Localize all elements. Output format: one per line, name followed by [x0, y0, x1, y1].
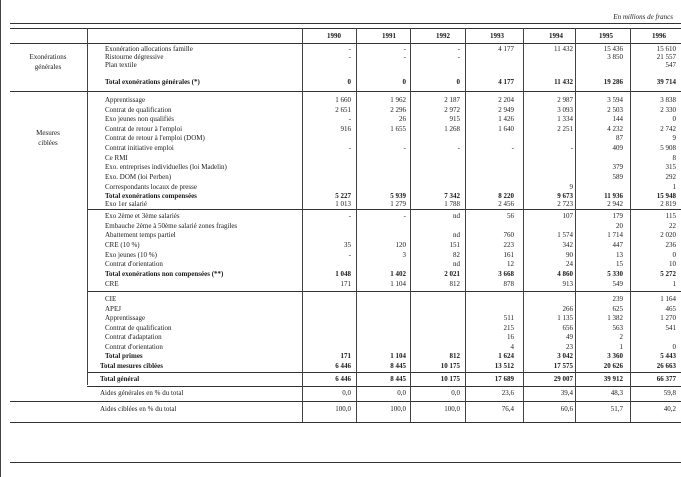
rule-line	[10, 23, 681, 24]
cell-value: 115	[665, 212, 676, 220]
cell-value: 4 232	[607, 125, 623, 133]
cell-value: nd	[453, 260, 460, 268]
cell-value: 3 360	[607, 352, 623, 360]
cell-value: -	[511, 144, 514, 152]
cell-value: 12	[507, 260, 514, 268]
cell-value: 2 972	[444, 106, 460, 114]
cell-value: 10 175	[440, 375, 460, 383]
cell-value: -	[403, 53, 406, 61]
rule-line	[10, 462, 681, 463]
row-label: Exo jeunes non qualifiés	[105, 115, 175, 123]
group-label-line: générales	[34, 63, 62, 71]
row-label: CRE (10 %)	[105, 241, 140, 249]
row-label: Contrat d'orientation	[105, 260, 163, 268]
cell-value: 2 020	[660, 231, 676, 239]
row-label: Correspondants locaux de presse	[105, 183, 197, 191]
cell-value: 0	[456, 78, 460, 86]
cell-value: 179	[612, 212, 623, 220]
cell-value: 342	[562, 241, 573, 249]
cell-value: 0,0	[397, 389, 406, 397]
cell-value: 1 270	[660, 314, 676, 322]
cell-value: 1 655	[390, 125, 406, 133]
row-label: Exo 1er salarié	[105, 200, 147, 208]
cell-value: 2	[619, 333, 623, 341]
cell-value: 563	[612, 324, 623, 332]
cell-value: 447	[612, 241, 623, 249]
cell-value: 2 819	[660, 200, 676, 208]
row-label: CIE	[105, 295, 117, 303]
row-label: Exo 2ème et 3ème salariés	[105, 212, 180, 220]
cell-value: 3 093	[557, 106, 573, 114]
row-label: Contrat d'orientation	[105, 343, 163, 351]
rule-line	[87, 209, 681, 210]
row-label: Total général	[100, 375, 140, 383]
rule-line	[87, 372, 681, 373]
rule-line	[10, 422, 681, 423]
cell-value: 760	[503, 231, 514, 239]
cell-value: 171	[340, 280, 351, 288]
cell-value: 656	[562, 324, 573, 332]
rule-line	[10, 28, 681, 29]
cell-value: 1 164	[660, 295, 676, 303]
row-label: Total exonérations compensées	[105, 192, 197, 200]
cell-value: 7 342	[444, 192, 460, 200]
cell-value: 465	[665, 305, 676, 313]
cell-value: -	[457, 45, 460, 53]
cell-value: 9	[672, 134, 676, 142]
cell-value: 10	[669, 260, 676, 268]
cell-value: 239	[612, 295, 623, 303]
cell-value: 5 908	[660, 144, 676, 152]
cell-value: 1 660	[335, 96, 351, 104]
cell-value: 11 432	[554, 45, 573, 53]
year-header: 1995	[599, 32, 613, 40]
rule-line	[87, 291, 681, 292]
cell-value: 1 268	[444, 125, 460, 133]
cell-value: -	[457, 144, 460, 152]
cell-value: 1 640	[498, 125, 514, 133]
cell-value: 13 512	[494, 362, 514, 370]
cell-value: nd	[453, 231, 460, 239]
year-header: 1991	[382, 32, 396, 40]
group-label-exonerations-generales	[8, 52, 88, 72]
cell-value: 144	[612, 115, 623, 123]
cell-value: -	[570, 144, 573, 152]
row-label: Ce RMI	[105, 154, 128, 162]
cell-value: 0,0	[342, 389, 351, 397]
cell-value: 9 673	[557, 192, 573, 200]
cell-value: 1 334	[557, 115, 573, 123]
cell-value: 16	[507, 333, 514, 341]
cell-value: 409	[612, 144, 623, 152]
row-label: Total exonérations non compensées (**)	[105, 270, 224, 278]
cell-value: 1 624	[498, 352, 514, 360]
cell-value: 1 013	[335, 200, 351, 208]
cell-value: 2 187	[444, 96, 460, 104]
cell-value: 2 296	[390, 106, 406, 114]
cell-value: 2 503	[607, 106, 623, 114]
cell-value: 266	[562, 305, 573, 313]
cell-value: 1	[672, 183, 676, 191]
cell-value: 2 723	[557, 200, 573, 208]
cell-value: 40,2	[663, 405, 676, 413]
cell-value: 23,6	[501, 389, 514, 397]
cell-value: 1 426	[498, 115, 514, 123]
cell-value: 4 177	[498, 45, 514, 53]
cell-value: 100,0	[390, 405, 406, 413]
cell-value: 5 939	[390, 192, 406, 200]
cell-value: 107	[562, 212, 573, 220]
cell-value: -	[348, 251, 351, 259]
cell-value: 100,0	[335, 405, 351, 413]
cell-value: 56	[507, 212, 514, 220]
cell-value: 3 838	[660, 96, 676, 104]
group-label-line: Mesures	[36, 129, 60, 137]
cell-value: 812	[449, 352, 460, 360]
cell-value: 2 456	[498, 200, 514, 208]
cell-value: 26 663	[656, 362, 676, 370]
cell-value: -	[348, 212, 351, 220]
cell-value: 2 742	[660, 125, 676, 133]
cell-value: 236	[665, 241, 676, 249]
cell-value: 1 104	[390, 352, 406, 360]
cell-value: 3	[402, 251, 406, 259]
row-label: Contrat de qualification	[105, 106, 172, 114]
cell-value: 1	[672, 280, 676, 288]
row-label: Contrat de qualification	[105, 324, 172, 332]
cell-value: 5 443	[660, 352, 676, 360]
row-label: Exo. entreprises individuelles (loi Madelin)	[105, 163, 227, 171]
cell-value: 100,0	[444, 405, 460, 413]
cell-value: 915	[449, 115, 460, 123]
cell-value: nd	[453, 212, 460, 220]
cell-value: 223	[503, 241, 514, 249]
cell-value: -	[348, 53, 351, 61]
cell-value: 4	[510, 343, 514, 351]
row-label: Total mesures ciblées	[100, 362, 163, 370]
cell-value: 913	[562, 280, 573, 288]
cell-value: -	[403, 45, 406, 53]
rule-line	[87, 386, 681, 387]
row-label: Total exonérations générales (*)	[105, 78, 200, 86]
cell-value: 90	[566, 251, 573, 259]
cell-value: 15	[616, 260, 623, 268]
rule-line	[10, 43, 681, 44]
row-label: Ristourne dégressive	[105, 53, 164, 61]
cell-value: 2 987	[557, 96, 573, 104]
cell-value: 8 220	[498, 192, 514, 200]
cell-value: 10 175	[440, 362, 460, 370]
cell-value: 26	[399, 115, 406, 123]
cell-value: 5 272	[660, 270, 676, 278]
cell-value: 4 860	[557, 270, 573, 278]
row-label: Contrat de retour à l'emploi	[105, 125, 183, 133]
cell-value: 23	[566, 343, 573, 351]
row-label: Exo jeunes (10 %)	[105, 251, 157, 259]
row-label: Exonération allocations famille	[105, 45, 193, 53]
cell-value: 1 048	[335, 270, 351, 278]
cell-value: 1 714	[607, 231, 623, 239]
cell-value: 8 445	[390, 362, 406, 370]
cell-value: 3 668	[498, 270, 514, 278]
cell-value: 5 227	[335, 192, 351, 200]
cell-value: 0,0	[451, 389, 460, 397]
year-header: 1990	[327, 32, 341, 40]
cell-value: 161	[503, 251, 514, 259]
row-label: Embauche 2ème à 50ème salarié zones fragiles	[105, 222, 238, 230]
page-edge	[0, 0, 1, 477]
cell-value: 13	[616, 251, 623, 259]
cell-value: 4 177	[498, 78, 514, 86]
cell-value: 215	[503, 324, 514, 332]
row-label: Total primes	[105, 352, 143, 360]
cell-value: 51,7	[610, 405, 623, 413]
row-label: Abattement temps partiel	[105, 231, 176, 239]
column-divider	[465, 28, 466, 422]
cell-value: 21 557	[656, 53, 676, 61]
cell-value: 15 948	[656, 192, 676, 200]
cell-value: -	[348, 115, 351, 123]
cell-value: 20 626	[603, 362, 623, 370]
cell-value: 0	[672, 115, 676, 123]
cell-value: -	[403, 144, 406, 152]
cell-value: 82	[453, 251, 460, 259]
cell-value: 589	[612, 173, 623, 181]
cell-value: 9	[569, 183, 573, 191]
cell-value: 315	[665, 163, 676, 171]
cell-value: 1	[619, 343, 623, 351]
cell-value: 1 788	[444, 200, 460, 208]
rule-line	[10, 91, 681, 92]
cell-value: 0	[402, 78, 406, 86]
cell-value: -	[457, 53, 460, 61]
row-label: CRE	[105, 280, 119, 288]
cell-value: 24	[566, 260, 573, 268]
cell-value: -	[348, 45, 351, 53]
column-divider	[575, 28, 576, 422]
cell-value: 0	[672, 343, 676, 351]
cell-value: 39,4	[560, 389, 573, 397]
unit-note: En millions de francs	[613, 13, 673, 21]
cell-value: 17 689	[494, 375, 514, 383]
cell-value: 547	[665, 61, 676, 69]
row-label: APEJ	[105, 305, 121, 313]
cell-value: 39 912	[603, 375, 623, 383]
year-header: 1994	[549, 32, 563, 40]
cell-value: 22	[669, 222, 676, 230]
cell-value: 11 432	[554, 78, 573, 86]
cell-value: 171	[340, 352, 351, 360]
cell-value: 120	[395, 241, 406, 249]
cell-value: 292	[665, 173, 676, 181]
cell-value: 625	[612, 305, 623, 313]
group-label-line: ciblées	[38, 139, 58, 147]
cell-value: 1 135	[557, 314, 573, 322]
cell-value: 2 330	[660, 106, 676, 114]
row-label: Apprentissage	[105, 96, 146, 104]
cell-value: 17 575	[553, 362, 573, 370]
cell-value: 35	[344, 241, 351, 249]
group-label-line: Exonérations	[29, 53, 67, 61]
column-divider	[356, 28, 357, 422]
rule-line	[10, 401, 681, 402]
cell-value: 916	[340, 125, 351, 133]
cell-value: 5 330	[607, 270, 623, 278]
year-header: 1992	[436, 32, 450, 40]
cell-value: 549	[612, 280, 623, 288]
cell-value: 0	[672, 251, 676, 259]
cell-value: 1 962	[390, 96, 406, 104]
row-label: Exo. DOM (loi Perben)	[105, 173, 172, 181]
cell-value: 6 446	[335, 375, 351, 383]
cell-value: 48,3	[610, 389, 623, 397]
cell-value: 511	[503, 314, 514, 322]
cell-value: 1 104	[390, 280, 406, 288]
cell-value: 812	[449, 280, 460, 288]
cell-value: 1 574	[557, 231, 573, 239]
cell-value: 29 007	[553, 375, 573, 383]
cell-value: 2 021	[444, 270, 460, 278]
row-label: Aides générales en % du total	[100, 389, 184, 397]
cell-value: 66 377	[656, 375, 676, 383]
cell-value: 2 949	[498, 106, 514, 114]
cell-value: 3 850	[607, 53, 623, 61]
cell-value: 541	[665, 324, 676, 332]
cell-value: 49	[566, 333, 573, 341]
cell-value: 6 446	[335, 362, 351, 370]
year-header: 1993	[490, 32, 504, 40]
cell-value: -	[348, 144, 351, 152]
row-label: Contrat initiative emploi	[105, 144, 174, 152]
cell-value: 8	[672, 154, 676, 162]
cell-value: 2 942	[607, 200, 623, 208]
row-label: Aides ciblées en % du total	[100, 405, 177, 413]
cell-value: 1 382	[607, 314, 623, 322]
cell-value: 3 594	[607, 96, 623, 104]
row-label: Apprentissage	[105, 314, 146, 322]
cell-value: 15 436	[603, 45, 623, 53]
cell-value: 3 042	[557, 352, 573, 360]
cell-value: 1 279	[390, 200, 406, 208]
cell-value: 1 402	[390, 270, 406, 278]
column-divider	[523, 28, 524, 422]
year-header: 1996	[652, 32, 666, 40]
cell-value: 39 714	[656, 78, 676, 86]
cell-value: 8 445	[390, 375, 406, 383]
cell-value: 59,8	[663, 389, 676, 397]
cell-value: 379	[612, 163, 623, 171]
group-label-mesures-ciblees	[8, 128, 88, 148]
row-label: Contrat de retour à l'emploi (DOM)	[105, 134, 205, 142]
column-divider	[410, 28, 411, 422]
cell-value: 0	[347, 78, 351, 86]
cell-value: 2 651	[335, 106, 351, 114]
cell-value: 87	[616, 134, 623, 142]
row-label: Plan textile	[105, 61, 137, 69]
cell-value: 2 204	[498, 96, 514, 104]
cell-value: 11 936	[604, 192, 623, 200]
cell-value: 20	[616, 222, 623, 230]
row-label: Contrat d'adaptation	[105, 333, 162, 341]
cell-value: 15 610	[656, 45, 676, 53]
cell-value: 76,4	[501, 405, 514, 413]
column-divider	[87, 28, 88, 385]
cell-value: 878	[503, 280, 514, 288]
cell-value: -	[403, 212, 406, 220]
cell-value: 19 286	[603, 78, 623, 86]
cell-value: 151	[449, 241, 460, 249]
cell-value: 60,6	[560, 405, 573, 413]
column-divider	[302, 28, 303, 422]
cell-value: 2 251	[557, 125, 573, 133]
